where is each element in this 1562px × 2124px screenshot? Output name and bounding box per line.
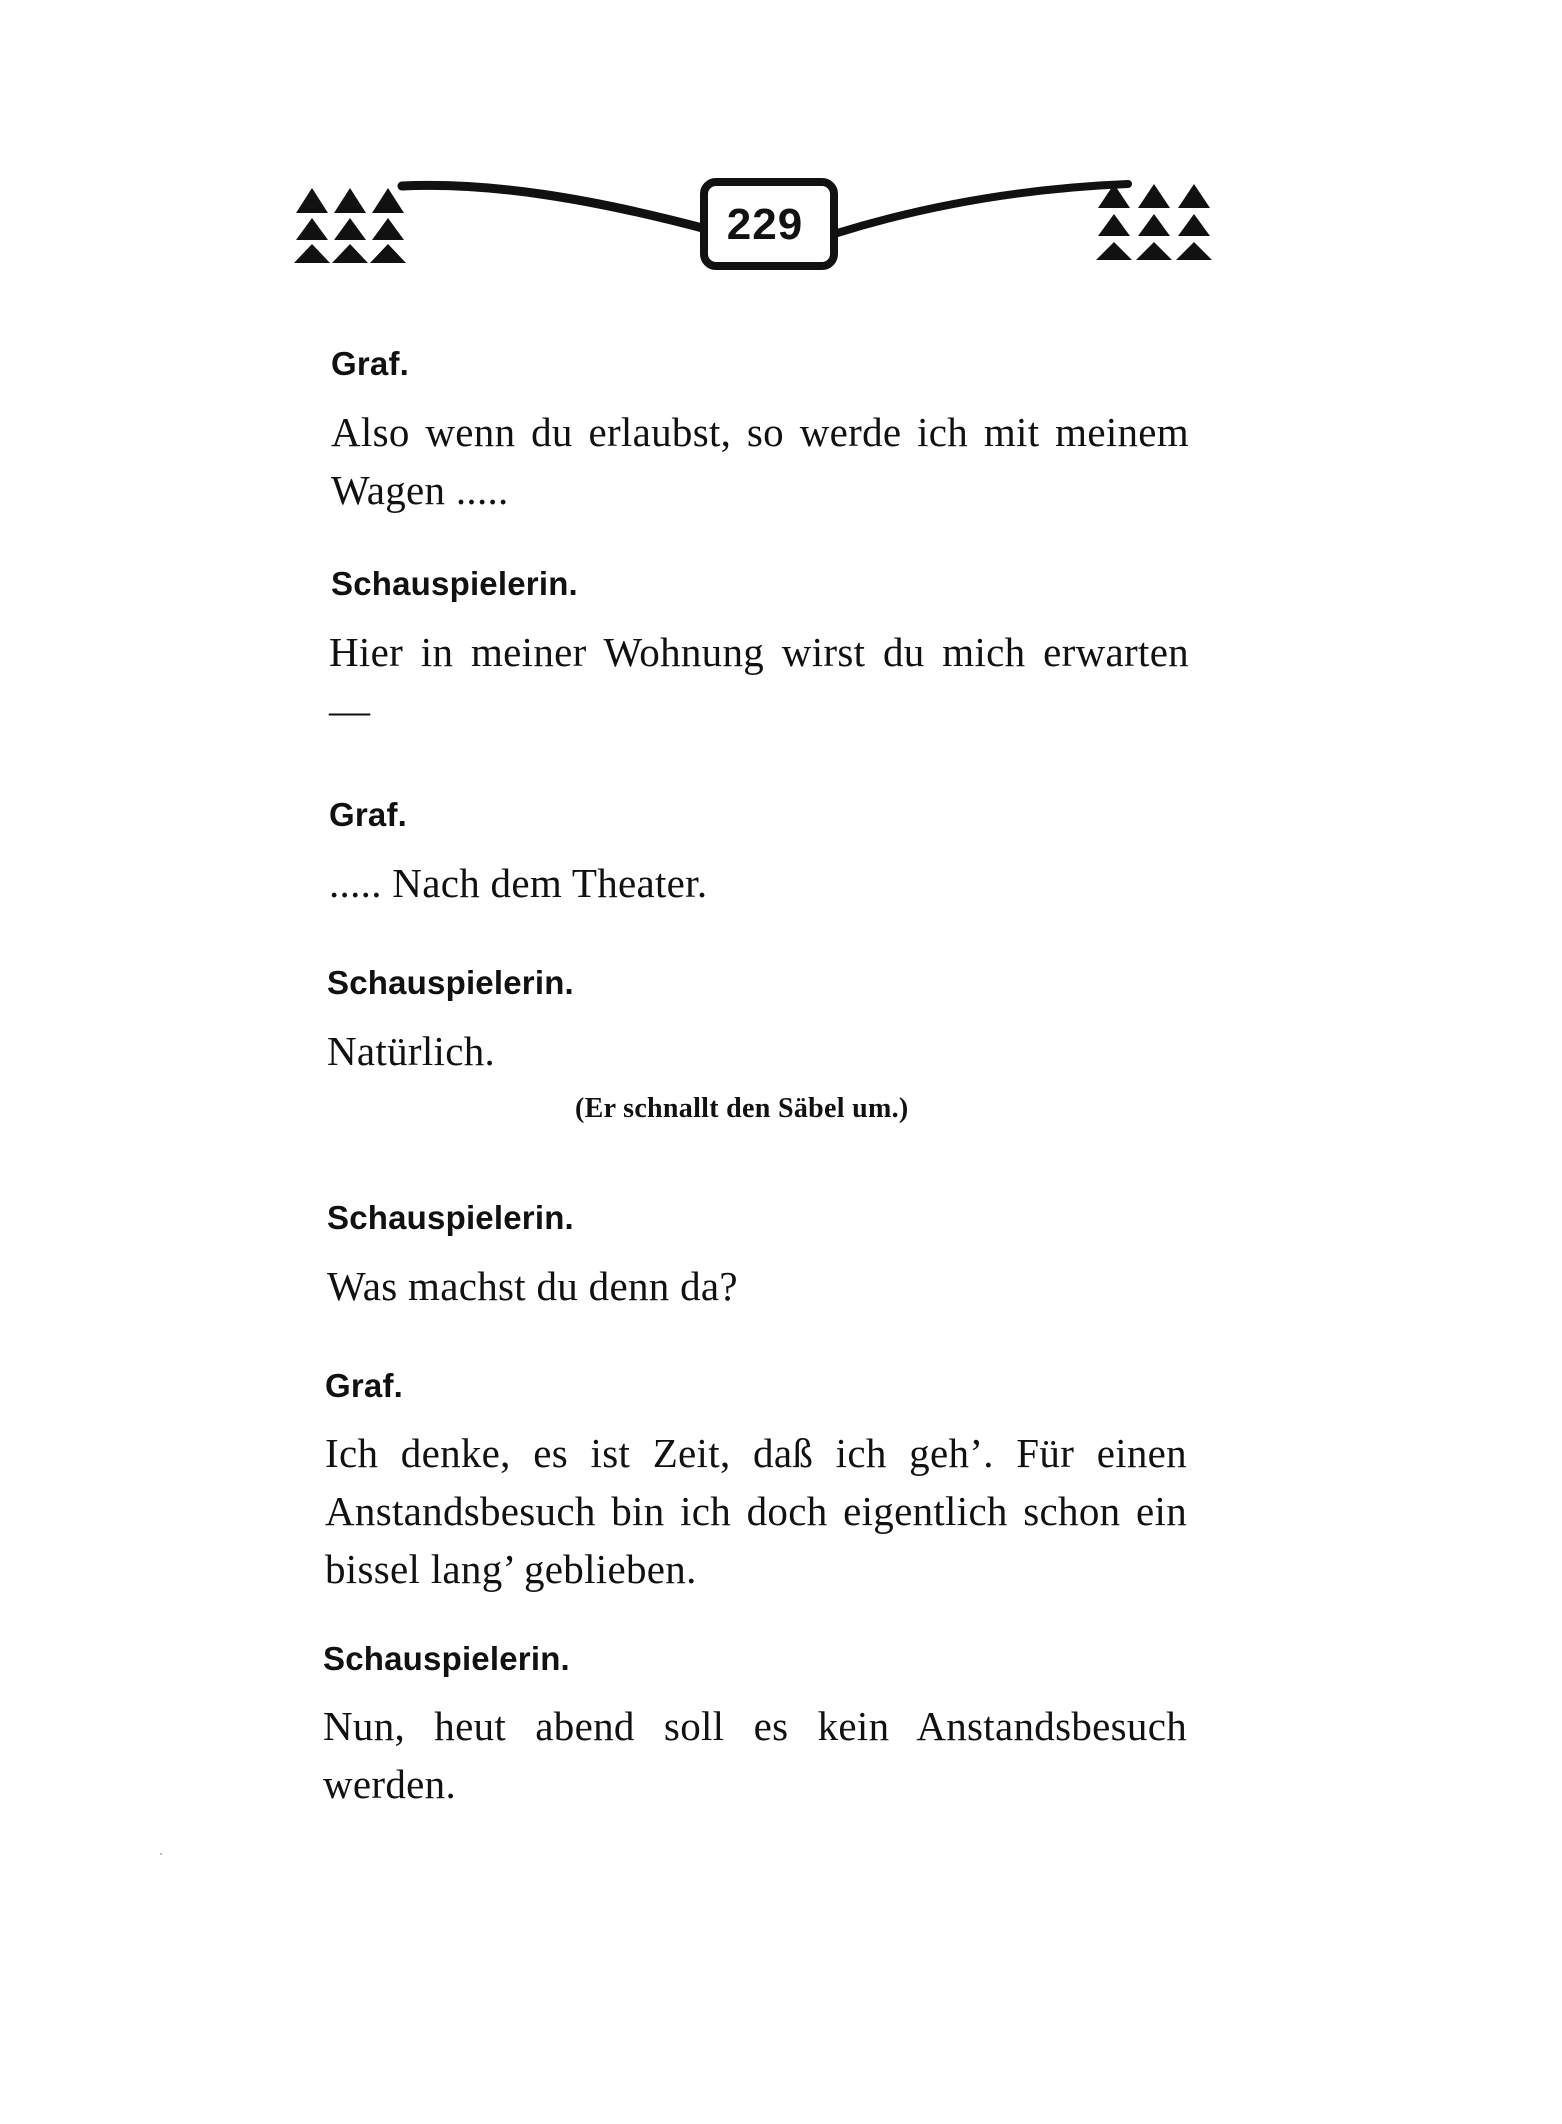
speaker-label: Schauspielerin. <box>323 1640 570 1677</box>
speech-text: Ich denke, es ist Zeit, daß ich geh’. Für einen Anstandsbesuch bin ich doch eigentlich schon ein bissel lang’ geblieben. <box>325 1430 1187 1592</box>
speaker-label: Schauspielerin. <box>327 964 574 1001</box>
speech-text: Hier in meiner Wohnung wirst du mich erwarten — <box>329 629 1189 733</box>
speaker-label: Schauspielerin. <box>327 1199 574 1236</box>
right-rule-line <box>834 184 1128 234</box>
left-triangle-cluster-icon <box>294 188 406 263</box>
speech-text: Was machst du denn da? <box>327 1263 738 1309</box>
speech-text: Also wenn du erlaubst, so werde ich mit meinem Wagen ..... <box>331 409 1189 513</box>
speech-text: Natürlich. <box>327 1028 496 1074</box>
paper-speck <box>160 1853 162 1855</box>
speaker-label: Graf. <box>331 345 410 382</box>
left-rule-line <box>402 185 710 230</box>
page-number: 229 <box>726 200 804 249</box>
speech-text: ..... Nach dem Theater. <box>329 860 708 906</box>
speaker-label: Graf. <box>329 796 408 833</box>
right-triangle-cluster-icon <box>1096 184 1212 260</box>
speaker-label: Graf. <box>325 1367 404 1404</box>
speaker-label: Schauspielerin. <box>331 565 578 602</box>
speech-text: Nun, heut abend soll es kein Anstandsbesuch werden. <box>323 1703 1187 1807</box>
stage-direction: (Er schnallt den Säbel um.) <box>575 1093 909 1124</box>
